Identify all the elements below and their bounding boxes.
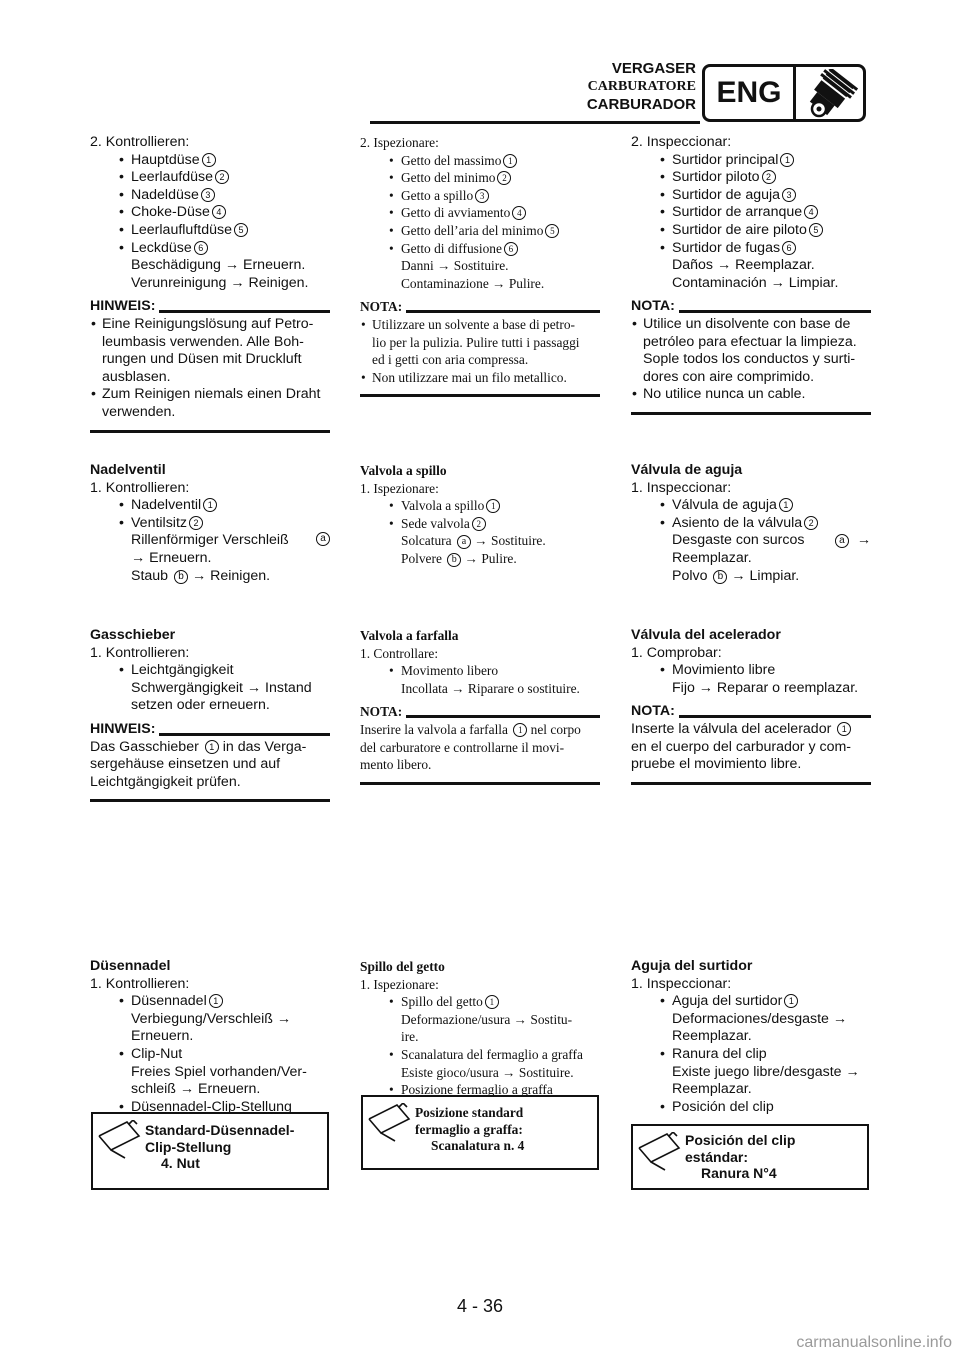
list-item: • Düsennadel-Clip-Stellung xyxy=(90,1099,330,1117)
list-item: • Getto dell’aria del minimo 5 xyxy=(360,222,600,240)
result-line: Verunreinigung → Reinigen. xyxy=(131,274,309,291)
spec-box xyxy=(361,1095,599,1170)
note-text: • Zum Reinigen niemals einen Draht verwenden. xyxy=(90,386,330,421)
result-line: Polvo b → Limpiar. xyxy=(672,567,800,584)
step: 1. Controllare: xyxy=(360,645,439,661)
note-header: NOTA: xyxy=(360,298,600,316)
step: 1. Kontrollieren: xyxy=(90,644,190,661)
wrench-spec-icon xyxy=(637,1132,681,1172)
list-item: • Scanalatura del fermaglio a graffa xyxy=(360,1046,600,1064)
result-line: Contaminación → Limpiar. xyxy=(672,274,839,291)
note-text: Das Gasschieber 1 in das Verga- xyxy=(90,738,307,755)
step: 1. Kontrollieren: xyxy=(90,975,190,992)
result-line: Desgaste con surcos a → xyxy=(672,532,871,549)
note-text: • Eine Reinigungslösung auf Petro- leumbasis verwenden. Alle Boh- rungen und Düsen mit Druckluft ausblasen. xyxy=(90,316,330,386)
list-item: • Valvola a spillo 1 xyxy=(360,497,600,515)
result-line: Deformazione/usura → Sostitu- xyxy=(401,1011,573,1027)
spec-text: Posizione standard fermaglio a graffa: Scanalatura n. 4 xyxy=(415,1105,525,1153)
list-item: • Surtidor piloto 2 xyxy=(631,169,871,187)
list-item: • Getto del minimo 2 xyxy=(360,169,600,187)
list-item: • Nadelventil 1 xyxy=(90,497,330,515)
result-line: Reemplazar. xyxy=(672,549,752,566)
list-item: • Getto di diffusione 6 xyxy=(360,240,600,258)
list-item: • Spillo del getto 1 xyxy=(360,993,600,1011)
note-end-rule xyxy=(90,799,330,802)
spec-box xyxy=(631,1124,869,1190)
note-header: NOTA: xyxy=(631,703,871,721)
watermark: carmanualsonline.info xyxy=(796,1334,952,1351)
note-end-rule xyxy=(360,782,600,785)
list-item: • Surtidor de arranque 4 xyxy=(631,204,871,222)
section-heading: Válvula del acelerador xyxy=(631,627,781,643)
engine-cylinder-icon xyxy=(797,69,865,119)
result-line: setzen oder erneuern. xyxy=(131,697,270,714)
note-end-rule xyxy=(90,430,330,433)
section-heading: Gasschieber xyxy=(90,627,176,643)
result-line: Fijo → Reparar o reemplazar. xyxy=(672,679,859,696)
list-item: • Leckdüse 6 xyxy=(90,240,330,258)
note-header: HINWEIS: xyxy=(90,298,330,316)
list-item: • Posición del clip xyxy=(631,1099,871,1117)
list-item: • Hauptdüse 1 xyxy=(90,152,330,170)
result-line: → Erneuern. xyxy=(131,549,212,566)
section-heading: Düsennadel xyxy=(90,958,171,974)
list-item: • Leerlaufdüse 2 xyxy=(90,169,330,187)
result-line: Polvere b → Pulire. xyxy=(401,550,517,566)
de-inspect-jets xyxy=(90,134,330,433)
eng-label: ENG xyxy=(705,67,796,119)
de-jet-needle xyxy=(90,958,330,1116)
result-line: Contaminazione → Pulire. xyxy=(401,275,545,291)
spec-box xyxy=(91,1112,329,1190)
section-heading: Aguja del surtidor xyxy=(631,958,753,974)
note-text: • No utilice nunca un cable. xyxy=(631,386,871,404)
result-line: schleiß → Erneuern. xyxy=(131,1081,261,1098)
result-line: Freies Spiel vorhanden/Ver- xyxy=(131,1063,307,1080)
list-item: • Getto a spillo 3 xyxy=(360,187,600,205)
es-inspect-jets xyxy=(631,134,871,415)
result-line: Erneuern. xyxy=(131,1028,194,1045)
section-title-it: CARBURATORE xyxy=(587,79,696,94)
es-jet-needle xyxy=(631,958,871,1116)
list-item: • Movimiento libre xyxy=(631,662,871,680)
header-rule xyxy=(370,121,700,124)
it-needle-valve xyxy=(360,462,600,568)
note-header: NOTA: xyxy=(631,298,871,316)
it-throttle-valve xyxy=(360,627,600,785)
note-text: en el cuerpo del carburador y com- xyxy=(631,738,852,755)
result-line: Staub b → Reinigen. xyxy=(131,567,271,584)
list-item: • Movimento libero xyxy=(360,662,600,680)
list-item: • Surtidor principal 1 xyxy=(631,152,871,170)
list-item: • Válvula de aguja 1 xyxy=(631,497,871,515)
step: 2. Ispezionare: xyxy=(360,135,439,150)
it-inspect-jets xyxy=(360,134,600,397)
list-item: • Leerlaufluftdüse 5 xyxy=(90,222,330,240)
list-item: • Ventilsitz 2 xyxy=(90,515,330,533)
note-text: • Non utilizzare mai un filo metallico. xyxy=(360,369,600,387)
result-line: Danni → Sostituire. xyxy=(401,258,509,274)
result-line: Esiste gioco/usura → Sostituire. xyxy=(401,1064,574,1080)
result-line: Reemplazar. xyxy=(672,1028,752,1045)
section-heading: Valvola a farfalla xyxy=(360,628,459,643)
list-item: • Sede valvola 2 xyxy=(360,515,600,533)
list-item: • Düsennadel 1 xyxy=(90,993,330,1011)
step: 1. Inspeccionar: xyxy=(631,479,732,496)
step: 1. Ispezionare: xyxy=(360,480,439,496)
wrench-spec-icon xyxy=(367,1103,411,1143)
result-line: Schwergängigkeit → Instand xyxy=(131,679,312,696)
de-needle-valve xyxy=(90,462,330,585)
note-text: • Utilice un disolvente con base de petróleo para efectuar la limpieza. Sople todos los conductos y surti- dores con aire comprimido. xyxy=(631,316,871,386)
note-text: • Utilizzare un solvente a base di petro- lio per la pulizia. Pulire tutti i passaggi ed i getti con aria compressa. xyxy=(360,316,600,369)
step: 1. Inspeccionar: xyxy=(631,975,732,992)
result-line: Deformaciones/desgaste → xyxy=(672,1010,848,1027)
step: 2. Kontrollieren: xyxy=(90,134,190,150)
it-jet-needle xyxy=(360,958,600,1099)
result-line: Reemplazar. xyxy=(672,1081,752,1098)
section-titles xyxy=(587,60,696,114)
list-item: • Getto del massimo 1 xyxy=(360,152,600,170)
list-item: • Leichtgängigkeit xyxy=(90,662,330,680)
section-heading: Valvola a spillo xyxy=(360,463,447,478)
spec-text: Standard-Düsennadel- Clip-Stellung 4. Nut xyxy=(145,1122,295,1171)
section-heading: Nadelventil xyxy=(90,462,166,478)
note-text: mento libero. xyxy=(360,757,432,773)
de-throttle-valve xyxy=(90,627,330,802)
section-title-es: CARBURADOR xyxy=(586,96,696,113)
result-line: Rillenförmiger Verschleiß a xyxy=(90,532,330,550)
es-needle-valve xyxy=(631,462,871,585)
note-header: NOTA: xyxy=(360,703,600,721)
list-item: • Surtidor de aguja 3 xyxy=(631,187,871,205)
wrench-spec-icon xyxy=(97,1120,141,1160)
result-line: Incollata → Riparare o sostituire. xyxy=(401,680,580,696)
spec-text: Posición del clip estándar: Ranura N°4 xyxy=(685,1132,796,1181)
note-text: Leichtgängigkeit prüfen. xyxy=(90,773,241,790)
result-line: Solcatura a → Sostituire. xyxy=(401,533,546,549)
note-text: pruebe el movimiento libre. xyxy=(631,756,802,773)
eng-badge xyxy=(702,64,866,122)
section-heading: Spillo del getto xyxy=(360,959,445,974)
note-end-rule xyxy=(631,782,871,785)
step: 1. Ispezionare: xyxy=(360,976,439,992)
list-item: • Clip-Nut xyxy=(90,1046,330,1064)
list-item: • Surtidor de aire piloto 5 xyxy=(631,222,871,240)
note-text: del carburatore e controllarne il movi- xyxy=(360,739,565,755)
list-item: • Getto di avviamento 4 xyxy=(360,204,600,222)
result-line: Verbiegung/Verschleiß → xyxy=(131,1010,292,1027)
note-header: HINWEIS: xyxy=(90,721,330,739)
note-text: Inserte la válvula del acelerador 1 xyxy=(631,721,871,739)
list-item: • Nadeldüse 3 xyxy=(90,187,330,205)
note-end-rule xyxy=(631,412,871,415)
list-item: • Ranura del clip xyxy=(631,1046,871,1064)
list-item: • Aguja del surtidor 1 xyxy=(631,993,871,1011)
step: 1. Comprobar: xyxy=(631,644,722,661)
step: 1. Kontrollieren: xyxy=(90,479,190,496)
result-line: Beschädigung → Erneuern. xyxy=(131,257,306,274)
result-line: Daños → Reemplazar. xyxy=(672,257,815,274)
note-end-rule xyxy=(360,394,600,397)
page-number: 4 - 36 xyxy=(456,1296,504,1316)
note-text: Inserire la valvola a farfalla 1 nel corpo xyxy=(360,721,581,737)
result-line: Existe juego libre/desgaste → xyxy=(672,1063,860,1080)
section-heading: Válvula de aguja xyxy=(631,462,743,478)
list-item: • Surtidor de fugas 6 xyxy=(631,240,871,258)
list-item: • Choke-Düse 4 xyxy=(90,204,330,222)
list-item: • Asiento de la válvula 2 xyxy=(631,515,871,533)
list-item: • Posizione fermaglio a graffa xyxy=(360,1081,600,1099)
es-throttle-valve xyxy=(631,627,871,785)
result-line: ire. xyxy=(401,1029,419,1045)
section-title-de: VERGASER xyxy=(611,60,696,77)
step: 2. Inspeccionar: xyxy=(631,134,732,150)
note-text: sergehäuse einsetzen und auf xyxy=(90,756,281,773)
